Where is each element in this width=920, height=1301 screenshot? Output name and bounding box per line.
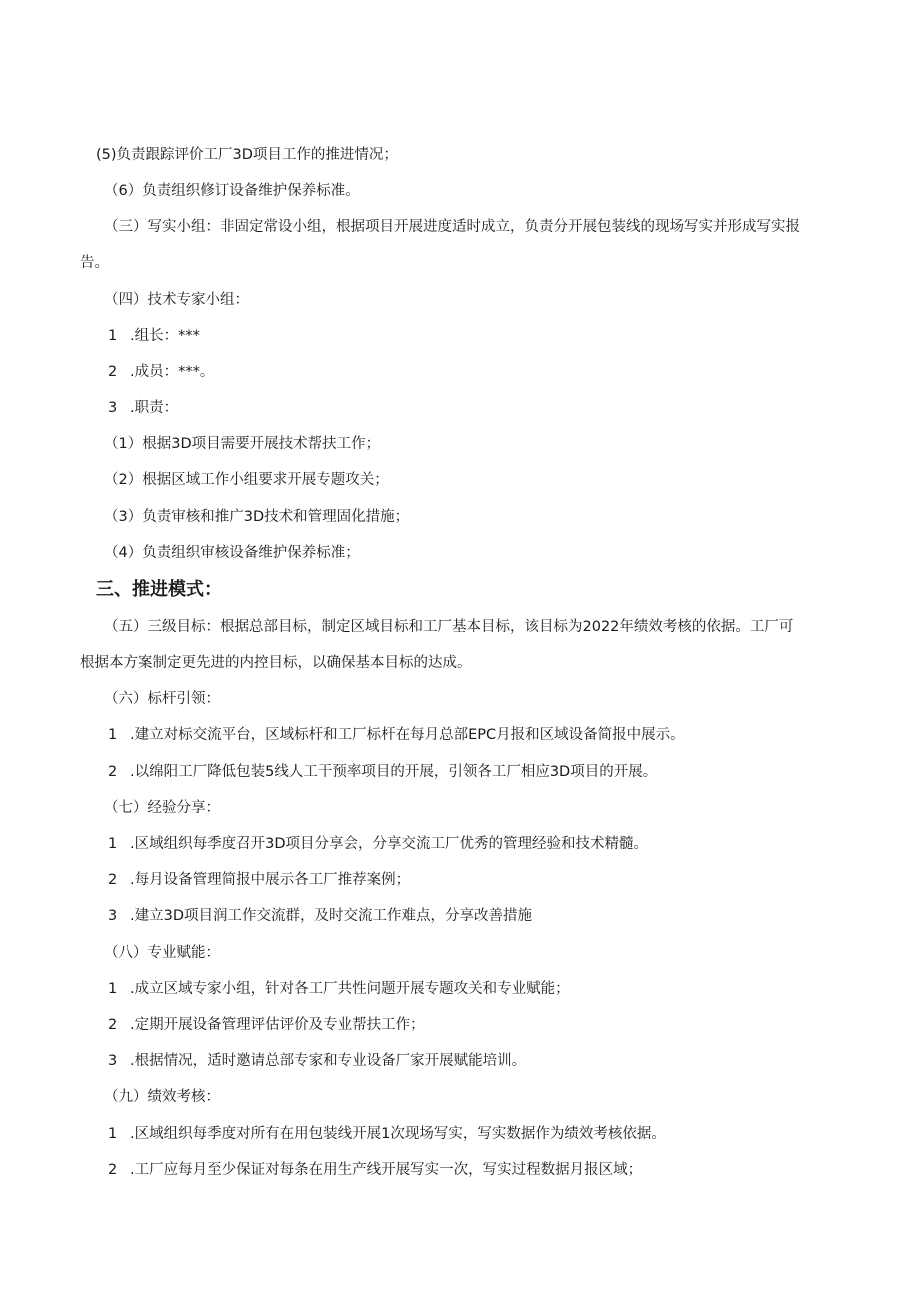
numbered-item — [108, 362, 214, 382]
numbered-item — [108, 870, 410, 890]
text-line: （3）负责审核和推广3D技术和管理固化措施； — [104, 509, 410, 525]
numbered-item — [108, 762, 657, 782]
item-text: .组长：*** — [130, 328, 200, 344]
item-number: 1 — [108, 727, 118, 743]
item-number: 2 — [108, 872, 118, 888]
item-text: .建立3D项目润工作交流群，及时交流工作难点，分享改善措施 — [130, 908, 532, 924]
item-number: 1 — [108, 836, 118, 852]
numbered-item — [108, 326, 200, 346]
item-text: .职责： — [130, 400, 179, 416]
item-number: 3 — [108, 1053, 118, 1069]
item-number: 1 — [108, 328, 118, 344]
numbered-item — [108, 398, 178, 418]
item-text: .每月设备管理简报中展示各工厂推荐案例； — [130, 872, 411, 888]
item-number: 3 — [108, 400, 118, 416]
text-line: （五）三级目标：根据总部目标，制定区域目标和工厂基本目标，该目标为2022年绩效考核的依据。工厂可 — [104, 619, 794, 635]
text-line: （三）写实小组：非固定常设小组，根据项目开展进度适时成立，负责分开展包装线的现场写实并形成写实报 — [104, 219, 800, 235]
numbered-item — [108, 1160, 642, 1180]
item-text: .以绵阳工厂降低包装5线人工干预率项目的开展，引领各工厂相应3D项目的开展。 — [130, 764, 658, 780]
item-text: .建立对标交流平台，区域标杆和工厂标杆在每月总部EPC月报和区域设备简报中展示。 — [130, 727, 685, 743]
text-line: 根据本方案制定更先进的内控目标，以确保基本目标的达成。 — [80, 655, 472, 671]
text-line: （2）根据区域工作小组要求开展专题攻关； — [104, 472, 389, 488]
item-number: 2 — [108, 1017, 118, 1033]
item-number: 1 — [108, 1126, 118, 1142]
numbered-item — [108, 1015, 425, 1035]
text-line: （6）负责组织修订设备维护保养标准。 — [104, 183, 360, 199]
numbered-item — [108, 1051, 526, 1071]
numbered-item — [108, 1124, 666, 1144]
numbered-item — [108, 906, 532, 926]
text-line: （4）负责组织审核设备维护保养标准； — [104, 545, 360, 561]
item-text: .工厂应每月至少保证对每条在用生产线开展写实一次，写实过程数据月报区域； — [130, 1162, 643, 1178]
numbered-item — [108, 834, 648, 854]
item-text: .成员：***。 — [130, 364, 215, 380]
item-text: .根据情况，适时邀请总部专家和专业设备厂家开展赋能培训。 — [130, 1053, 527, 1069]
text-line: (5)负责跟踪评价工厂3D项目工作的推进情况； — [96, 147, 398, 163]
text-line: （四）技术专家小组： — [104, 292, 249, 308]
item-number: 1 — [108, 981, 118, 997]
item-text: .区域组织每季度召开3D项目分享会，分享交流工厂优秀的管理经验和技术精髓。 — [130, 836, 648, 852]
section-heading: 三、推进模式： — [96, 579, 222, 600]
text-line: （七）经验分享： — [104, 800, 220, 816]
text-line: （六）标杆引领： — [104, 691, 220, 707]
item-text: .定期开展设备管理评估评价及专业帮扶工作； — [130, 1017, 425, 1033]
item-number: 2 — [108, 364, 118, 380]
text-line: （九）绩效考核： — [104, 1089, 220, 1105]
text-line: （八）专业赋能： — [104, 945, 220, 961]
numbered-item — [108, 979, 570, 999]
item-text: .区域组织每季度对所有在用包装线开展1次现场写实，写实数据作为绩效考核依据。 — [130, 1126, 666, 1142]
numbered-item — [108, 725, 685, 745]
item-number: 3 — [108, 908, 118, 924]
item-number: 2 — [108, 764, 118, 780]
text-line: 告。 — [80, 255, 109, 271]
item-number: 2 — [108, 1162, 118, 1178]
text-line: （1）根据3D项目需要开展技术帮扶工作； — [104, 436, 381, 452]
item-text: .成立区域专家小组，针对各工厂共性问题开展专题攻关和专业赋能； — [130, 981, 570, 997]
